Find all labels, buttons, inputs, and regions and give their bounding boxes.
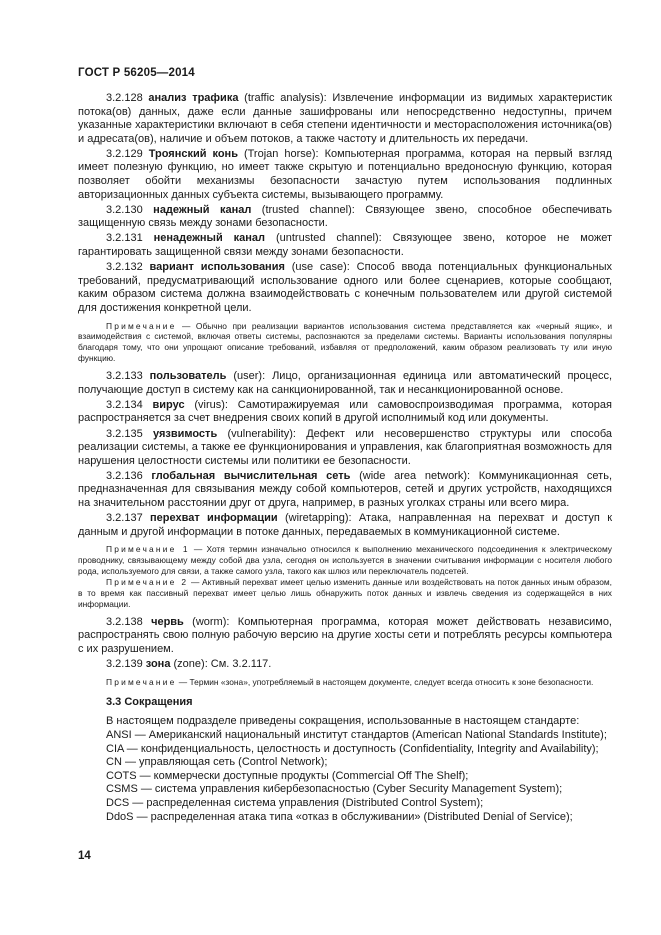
- term-definition: (wide area network): Коммуникационная сеть, предназначенная для связывания между собой компьютеров, сетей и других устройств, находящихся на значительном расстоянии друг от друга, например, в разных уголках страны или всего мира.: [78, 469, 613, 509]
- term-number: 3.2.135: [106, 427, 143, 440]
- abbreviation-item: DdoS — распределенная атака типа «отказ в обслуживании» (Distributed Denial of Service);: [106, 810, 573, 823]
- abbreviation-item: CIA — конфиденциальность, целостность и доступность (Confidentiality, Integrity and Availability);: [106, 742, 599, 755]
- term-definition: (virus): Самотиражируемая или самовоспроизводимая программа, которая распространяется за счет внедрения своих копий в другой исполнимый код или документы.: [78, 398, 612, 425]
- term-name: зона: [145, 657, 171, 670]
- definition-3-2-130: [78, 204, 612, 231]
- term-number: 3.2.136: [106, 469, 143, 482]
- term-name: уязвимость: [152, 427, 218, 440]
- term-name: вариант использования: [149, 261, 285, 274]
- term-name: вирус: [152, 398, 185, 411]
- abbreviation-item: DCS — распределенная система управления (Distributed Control System);: [106, 797, 484, 810]
- term-number: 3.2.130: [106, 203, 143, 216]
- term-definition: (worm): Компьютерная программа, которая может действовать независимо, распространять свою полную рабочую версию на другие хосты сети и потреблять ресурсы компьютера с их разрушением.: [78, 615, 612, 655]
- term-definition: (use case): Способ ввода потенциальных функциональных требований, предусматривающий использование одного или более сценариев, которые сообщают, каким образом система должна взаимодействовать с конечным пользователем или другой системой для достижения конкретной цели.: [78, 261, 612, 314]
- section-title: 3.3 Сокращения: [106, 696, 193, 709]
- note-label: Примечание 1: [106, 544, 190, 555]
- definition-3-2-136: [78, 470, 612, 511]
- section-intro: В настоящем подразделе приведены сокращения, использованные в настоящем стандарте:: [106, 715, 580, 728]
- note-label: Примечание: [106, 676, 177, 687]
- note-text: — Хотя термин изначально относился к выполнению механического подсоединения к электрическому проводнику, связывающему между собой два узла, сегодня он используется в значении считывания информации с носителя любого рода, используемого для связи, а также самого узла, такого как шлюз или переключатель подсетей.: [78, 544, 612, 577]
- note-text: — Обычно при реализации вариантов использования система представляется как «черный ящик», и взаимодействия с системой, включая ответы системы, распознаются за пределами системы. Варианты использования популярны благодаря тому, что они упрощают описание требований, избавляя от предположений, каким образом реализовать ту или иную функцию.: [78, 320, 612, 364]
- term-name: червь: [151, 615, 184, 628]
- term-definition: (Trojan horse): Компьютерная программа, которая на первый взгляд имеет полезную функцию, но имеет также скрытую и потенциально вредоносную функцию, которая позволяет обойти механизмы безопасности зачастую путем использования подлинных авторизационных данных субъекта системы, вызывающего программу.: [78, 147, 612, 201]
- abbreviation-item: CSMS — система управления кибербезопасностью (Cyber Security Management System);: [106, 783, 563, 796]
- term-name: надежный канал: [153, 203, 252, 216]
- definition-3-2-131: [78, 232, 612, 259]
- term-number: 3.2.134: [106, 398, 143, 411]
- definition-3-2-134: [78, 399, 612, 426]
- term-definition: (untrusted channel): Связующее звено, которое не может гарантировать защищенной связи между зонами безопасности.: [78, 232, 612, 259]
- note-text: — Термин «зона», употребляемый в настоящем документе, следует всегда относить к зоне безопасности.: [176, 676, 594, 687]
- term-number: 3.2.138: [106, 615, 143, 628]
- term-definition: (user): Лицо, организационная единица или автоматический процесс, получающие доступ в систему как на санкционированной, так и несанкционированной основе.: [78, 370, 612, 396]
- term-number: 3.2.139: [106, 657, 143, 670]
- term-definition: (zone): См. 3.2.117.: [170, 657, 272, 670]
- term-number: 3.2.133: [106, 370, 143, 383]
- note-label: Примечание: [106, 320, 177, 331]
- term-number: 3.2.128: [106, 92, 143, 104]
- term-name: ненадежный канал: [153, 232, 266, 245]
- abbreviation-item: CN — управляющая сеть (Control Network);: [106, 756, 328, 769]
- term-number: 3.2.137: [106, 512, 143, 525]
- term-name: глобальная вычислительная сеть: [151, 469, 351, 482]
- term-number: 3.2.132: [106, 261, 143, 274]
- term-name: пользователь: [149, 370, 227, 383]
- term-number: 3.2.129: [106, 147, 143, 160]
- abbreviation-item: COTS — коммерчески доступные продукты (Commercial Off The Shelf);: [106, 769, 469, 782]
- term-name: перехват информации: [150, 512, 278, 525]
- note-wiretap-1: [78, 544, 612, 577]
- term-number: 3.2.131: [106, 232, 143, 245]
- definition-3-2-133: [78, 370, 612, 397]
- note-zone: [78, 677, 612, 688]
- term-definition: (trusted channel): Связующее звено, способное обеспечивать защищенную связь между зонами безопасности.: [78, 203, 613, 230]
- definition-3-2-128: [78, 92, 612, 146]
- definition-3-2-129: [78, 148, 612, 202]
- term-definition: (wiretapping): Атака, направленная на перехват и доступ к данным и другой информации в потоке данных, передаваемых в коммуникационной системе.: [78, 512, 613, 538]
- definition-3-2-132: [78, 261, 612, 315]
- term-definition: (traffic analysis): Извлечение информации из видимых характеристик потока(ов) данных, даже если данные зашифрованы или непосредственно недоступны, причем указанные характеристики включают в себя степени идентичности и месторасположения источника(ов) и адресата(ов), наличие и объем потоков, а также частоту и длительность их передачи.: [78, 92, 613, 145]
- term-name: Троянский конь: [148, 147, 238, 160]
- note-text: — Активный перехват имеет целью изменить данные или воздействовать на поток данных иным образом, в то время как пассивный перехват имеет целью лишь обнаружить поток данных и извлечь сведения из содержащейся в них информации.: [78, 576, 612, 609]
- note-label: Примечание 2: [106, 576, 189, 587]
- page-number: 14: [78, 850, 91, 862]
- definition-3-2-139: [78, 658, 612, 672]
- definition-3-2-135: [78, 428, 612, 469]
- note-use-case: [78, 321, 612, 365]
- term-name: анализ трафика: [148, 92, 239, 104]
- term-definition: (vulnerability): Дефект или несовершенство структуры или способа реализации системы, а также ее функционирования и управления, как благоприятная возможность для нарушения целостности системы или политики ее безопасности.: [78, 427, 612, 467]
- definition-3-2-137: [78, 512, 612, 539]
- document-header: ГОСТ Р 56205—2014: [78, 67, 195, 79]
- page-body: [78, 92, 612, 824]
- definition-3-2-138: [78, 616, 612, 657]
- abbreviation-item: ANSI — Американский национальный институт стандартов (American National Standards Institute);: [106, 729, 607, 742]
- note-wiretap-2: [78, 577, 612, 610]
